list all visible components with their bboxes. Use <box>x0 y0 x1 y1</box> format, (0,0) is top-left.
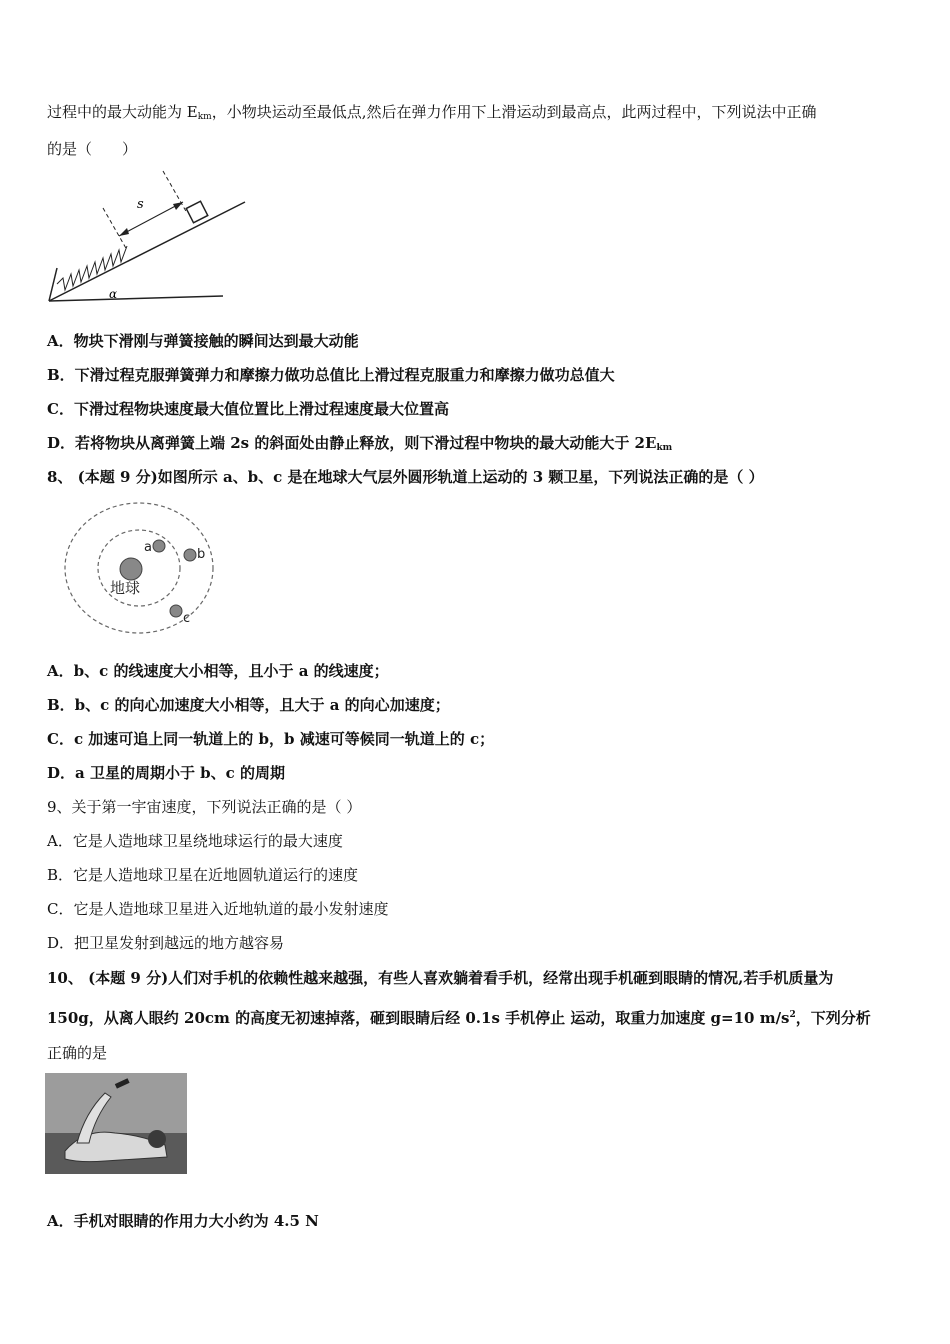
label-s: s <box>137 197 144 212</box>
earth <box>120 558 142 580</box>
label-earth: 地球 <box>110 579 141 597</box>
label-b: b <box>197 547 206 562</box>
q9-option-b: B．它是人造地球卫星在近地圆轨道运行的速度 <box>47 866 359 884</box>
q9-option-c: C．它是人造地球卫星进入近地轨道的最小发射速度 <box>47 900 389 918</box>
label-c: c <box>183 611 191 626</box>
q9-option-a: A．它是人造地球卫星绕地球运行的最大速度 <box>47 832 343 850</box>
satellite-b <box>184 549 196 561</box>
spring <box>57 246 127 290</box>
block <box>186 201 208 223</box>
label-a: a <box>144 540 152 555</box>
q7-option-d: D．若将物块从离弹簧上端 2s 的斜面处由静止释放，则下滑过程中物块的最大动能大于 $2E_{km}$ <box>47 434 673 453</box>
q7-option-b: B．下滑过程克服弹簧弹力和摩擦力做功总值比上滑过程克服重力和摩擦力做功总值大 <box>47 366 615 384</box>
q10-option-a: A．手机对眼睛的作用力大小约为 4.5 N <box>47 1212 319 1230</box>
satellite-c <box>170 605 182 617</box>
dash-left <box>103 208 127 250</box>
q8-stem: 8、 (本题 9 分)如图所示 a、b、c 是在地球大气层外圆形轨道上运动的 3 颗卫星，下列说法正确的是（ ） <box>47 468 764 486</box>
incline-line <box>49 202 245 301</box>
q7-option-c: C．下滑过程物块速度最大值位置比上滑过程速度最大位置高 <box>47 400 449 418</box>
q8-option-b: B．b、c 的向心加速度大小相等，且大于 a 的向心加速度； <box>47 696 450 714</box>
phone-lying-photo <box>45 1073 187 1174</box>
wall-line <box>49 268 57 301</box>
arrow-head-left <box>119 228 129 236</box>
satellite-a <box>153 540 165 552</box>
q8-option-d: D．a 卫星的周期小于 b、c 的周期 <box>47 764 286 782</box>
q9-stem: 9、关于第一宇宙速度，下列说法正确的是（ ） <box>47 798 362 816</box>
distance-arrow <box>119 202 183 236</box>
label-alpha: α <box>109 287 118 301</box>
arrow-head-right <box>173 202 183 210</box>
orbit-figure <box>62 498 222 640</box>
ground-line <box>49 296 223 301</box>
q7-stem-line2: 的是（ ） <box>47 140 138 158</box>
photo-sky <box>45 1073 187 1133</box>
q8-option-a: A．b、c 的线速度大小相等，且小于 a 的线速度； <box>47 662 389 680</box>
q10-stem-line2: 150g，从离人眼约 20cm 的高度无初速掉落，砸到眼睛后经 0.1s 手机停止 运动，取重力加速度 g=10 $m/s^2$，下列分析 <box>47 1009 871 1027</box>
q7-stem-line1: 过程中的最大动能为 $E_{km}$，小物块运动至最低点,然后在弹力作用下上滑运动到最高点，此两过程中，下列说法中正确 <box>47 103 817 122</box>
q8-option-c: C．c 加速可追上同一轨道上的 b，b 减速可等候同一轨道上的 c； <box>47 730 495 748</box>
q7-option-a: A．物块下滑刚与弹簧接触的瞬间达到最大动能 <box>47 332 359 350</box>
incline-spring-figure <box>45 168 250 308</box>
q9-option-d: D．把卫星发射到越远的地方越容易 <box>47 934 285 952</box>
q10-stem-line3: 正确的是 <box>47 1044 108 1062</box>
q10-stem-line1: 10、 (本题 9 分)人们对手机的依赖性越来越强，有些人喜欢躺着看手机，经常出现手机砸到眼睛的情况,若手机质量为 <box>47 969 834 987</box>
head <box>148 1130 166 1148</box>
